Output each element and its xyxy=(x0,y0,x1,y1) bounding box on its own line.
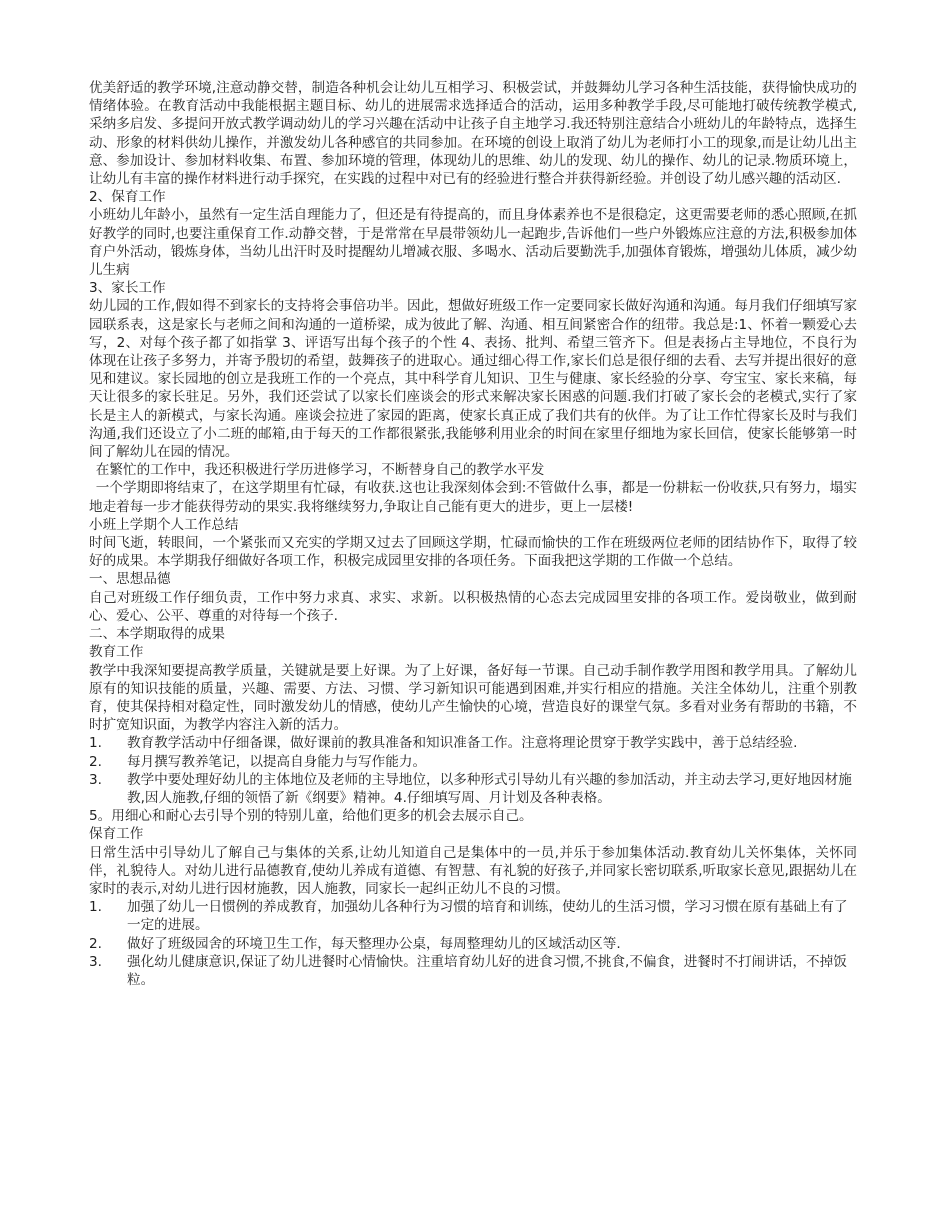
list-item-number: 3. xyxy=(89,771,102,788)
list-item xyxy=(89,753,857,771)
numbered-list xyxy=(89,898,857,989)
list-item-number: 1. xyxy=(89,735,102,752)
list-item-number: 2. xyxy=(89,753,102,770)
section-heading: 一、思想品德 xyxy=(89,571,171,588)
paragraph: 教学中我深知要提高教学质量，关键就是要上好课。为了上好课，备好每一节课。自己动手制作教学用图和教学用具。了解幼儿原有的知识技能的质量，兴趣、需要、方法、习惯、学习新知识可能遇到困难,并实行相应的措施。关注全体幼儿，注重个别教育，使其保持相对稳定性，同时激发幼儿的情感，使幼儿产生愉快的心境，营造良好的课堂气氛。多看对业务有帮助的书籍，不时扩宽知识面，为教学内容注入新的活力。 xyxy=(89,662,857,734)
list-item-number: 1. xyxy=(89,899,102,916)
section-heading: 3、家长工作 xyxy=(89,280,166,297)
section-heading: 保育工作 xyxy=(89,826,144,843)
section-heading: 教育工作 xyxy=(89,644,144,661)
paragraph: 时间飞逝，转眼间，一个紧张而又充实的学期又过去了回顾这学期，忙碌而愉快的工作在班级两位老师的团结协作下，取得了较好的成果。本学期我仔细做好各项工作，积极完成园里安排的各项任务。下面我把这学期的工作做一个总结。 xyxy=(89,535,857,570)
list-item-text: 强化幼儿健康意识,保证了幼儿进餐时心情愉快。注重培育幼儿好的进食习惯,不挑食,不偏食，进餐时不打闹讲话，不掉饭粒。 xyxy=(127,953,847,988)
paragraph: 日常生活中引导幼儿了解自己与集体的关系,让幼儿知道自己是集体中的一员,并乐于参加集体活动.教育幼儿关怀集体，关怀同伴，礼貌待人。对幼儿进行品德教育,使幼儿养成有道德、有智慧、有礼貌的好孩子,并同家长密切联系,听取家长意见,跟据幼儿在家时的表示,对幼儿进行因材施教，因人施教，同家长一起纠正幼儿不良的习惯。 xyxy=(89,844,857,897)
paragraph: 在繁忙的工作中，我还积极进行学历进修学习，不断替身自己的教学水平发 xyxy=(95,462,545,479)
document-body xyxy=(89,79,857,989)
list-item-text: 做好了班级园舍的环境卫生工作，每天整理办公桌，每周整理幼儿的区域活动区等. xyxy=(127,935,621,952)
paragraph: 自己对班级工作仔细负责，工作中努力求真、求实、求新。以积极热情的心态去完成园里安排的各项工作。爱岗敬业，做到耐心、爱心、公平、尊重的对待每一个孩子. xyxy=(89,589,857,624)
list-item xyxy=(89,898,857,934)
section-heading: 小班上学期个人工作总结 xyxy=(89,516,239,533)
list-item-number: 2. xyxy=(89,935,102,952)
list-item-text: 教学中要处理好幼儿的主体地位及老师的主导地位，以多种形式引导幼儿有兴趣的参加活动，并主动去学习,更好地因材施教,因人施教,仔细的领悟了新《纲要》精神。4.仔细填写周、月计划及各种表格。 xyxy=(127,771,852,806)
paragraph: 优美舒适的教学环境,注意动静交替，制造各种机会让幼儿互相学习、积极尝试，并鼓舞幼儿学习各种生活技能，获得愉快成功的情绪体验。在教育活动中我能根据主题目标、幼儿的进展需求选择适合的活动，运用多种教学手段,尽可能地打破传统教学模式,采纳多启发、多提问开放式教学调动幼儿的学习兴趣在活动中让孩子自主地学习.我还特别注意结合小班幼儿的年龄特点，选择生动、形象的材料供幼儿操作，并激发幼儿各种感官的共同参加。在环境的创设上取消了幼儿为老师打小工的现象,而是让幼儿出主意、参加设计、参加材料收集、布置、参加环境的管理，体现幼儿的思维、幼儿的发现、幼儿的操作、幼儿的记录.物质环境上，让幼儿有丰富的操作材料进行动手探究，在实践的过程中对已有的经验进行整合并获得新经验。并创设了幼儿感兴趣的活动区. xyxy=(89,80,857,188)
list-item xyxy=(89,953,857,989)
list-item xyxy=(89,935,857,953)
list-item-text: 每月撰写教养笔记，以提高自身能力与写作能力。 xyxy=(127,753,427,770)
paragraph: 幼儿园的工作,假如得不到家长的支持将会事倍功半。因此，想做好班级工作一定要同家长做好沟通和沟通。每月我们仔细填写家园联系表，这是家长与老师之间和沟通的一道桥梁，成为彼此了解、沟通、相互间紧密合作的纽带。我总是:1、怀着一颗爱心去写，2、对每个孩子都了如指掌 3、评语写出每个孩子的个性 4、表扬、批判、希望三管齐下。但是表扬占主导地位，不良行为体现在让孩子多努力，并寄予殷切的希望，鼓舞孩子的进取心。通过细心得工作,家长们总是很仔细的去看、去写并提出很好的意见和建议。家长园地的创立是我班工作的一个亮点，其中科学育儿知识、卫生与健康、家长经验的分享、夸宝宝、家长来稿，每天让很多的家长驻足。另外，我们还尝试了以家长们座谈会的形式来解决家长困惑的问题.我们打破了家长会的老模式,实行了家长是主人的新模式，与家长沟通。座谈会拉进了家园的距离，使家长真正成了我们共有的伙伴。为了让工作忙得家长及时与我们沟通,我们还设立了小二班的邮箱,由于每天的工作都很紧张,我能够利用业余的时间在家里仔细地为家长回信，使家长能够第一时间了解幼儿在园的情况。 xyxy=(89,298,857,461)
section-heading: 2、保育工作 xyxy=(89,189,166,206)
paragraph: 一个学期即将结束了，在这学期里有忙碌，有收获.这也让我深刻体会到:不管做什么事，都是一份耕耘一份收获,只有努力，塌实地走着每一步才能获得劳动的果实.我将继续努力,争取让自己能有更大的进步，更上一层楼! xyxy=(89,480,857,515)
paragraph: 小班幼儿年龄小，虽然有一定生活自理能力了，但还是有待提高的，而且身体素养也不是很稳定，这更需要老师的悉心照顾,在抓好教学的同时,也要注重保育工作.动静交替，于是常常在早晨带领幼儿一起跑步,告诉他们一些户外锻炼应注意的方法,积极参加体育户外活动，锻炼身体，当幼儿出汗时及时提醒幼儿增减衣服、多喝水、活动后要勤洗手,加强体育锻炼，增强幼儿体质，减少幼儿生病 xyxy=(89,207,857,279)
list-item xyxy=(89,734,857,752)
list-item-number: 3. xyxy=(89,953,102,970)
numbered-list xyxy=(89,734,857,807)
list-item-text: 教育教学活动中仔细备课，做好课前的教具准备和知识准备工作。注意将理论贯穿于教学实践中，善于总结经验. xyxy=(127,735,798,752)
paragraph: 5。用细心和耐心去引导个别的特别儿童，给他们更多的机会去展示自己。 xyxy=(89,808,533,825)
list-item-text: 加强了幼儿一日惯例的养成教育，加强幼儿各种行为习惯的培育和训练，使幼儿的生活习惯，学习习惯在原有基础上有了一定的进展。 xyxy=(127,899,848,934)
section-heading: 二、本学期取得的成果 xyxy=(89,626,225,643)
list-item xyxy=(89,771,857,807)
